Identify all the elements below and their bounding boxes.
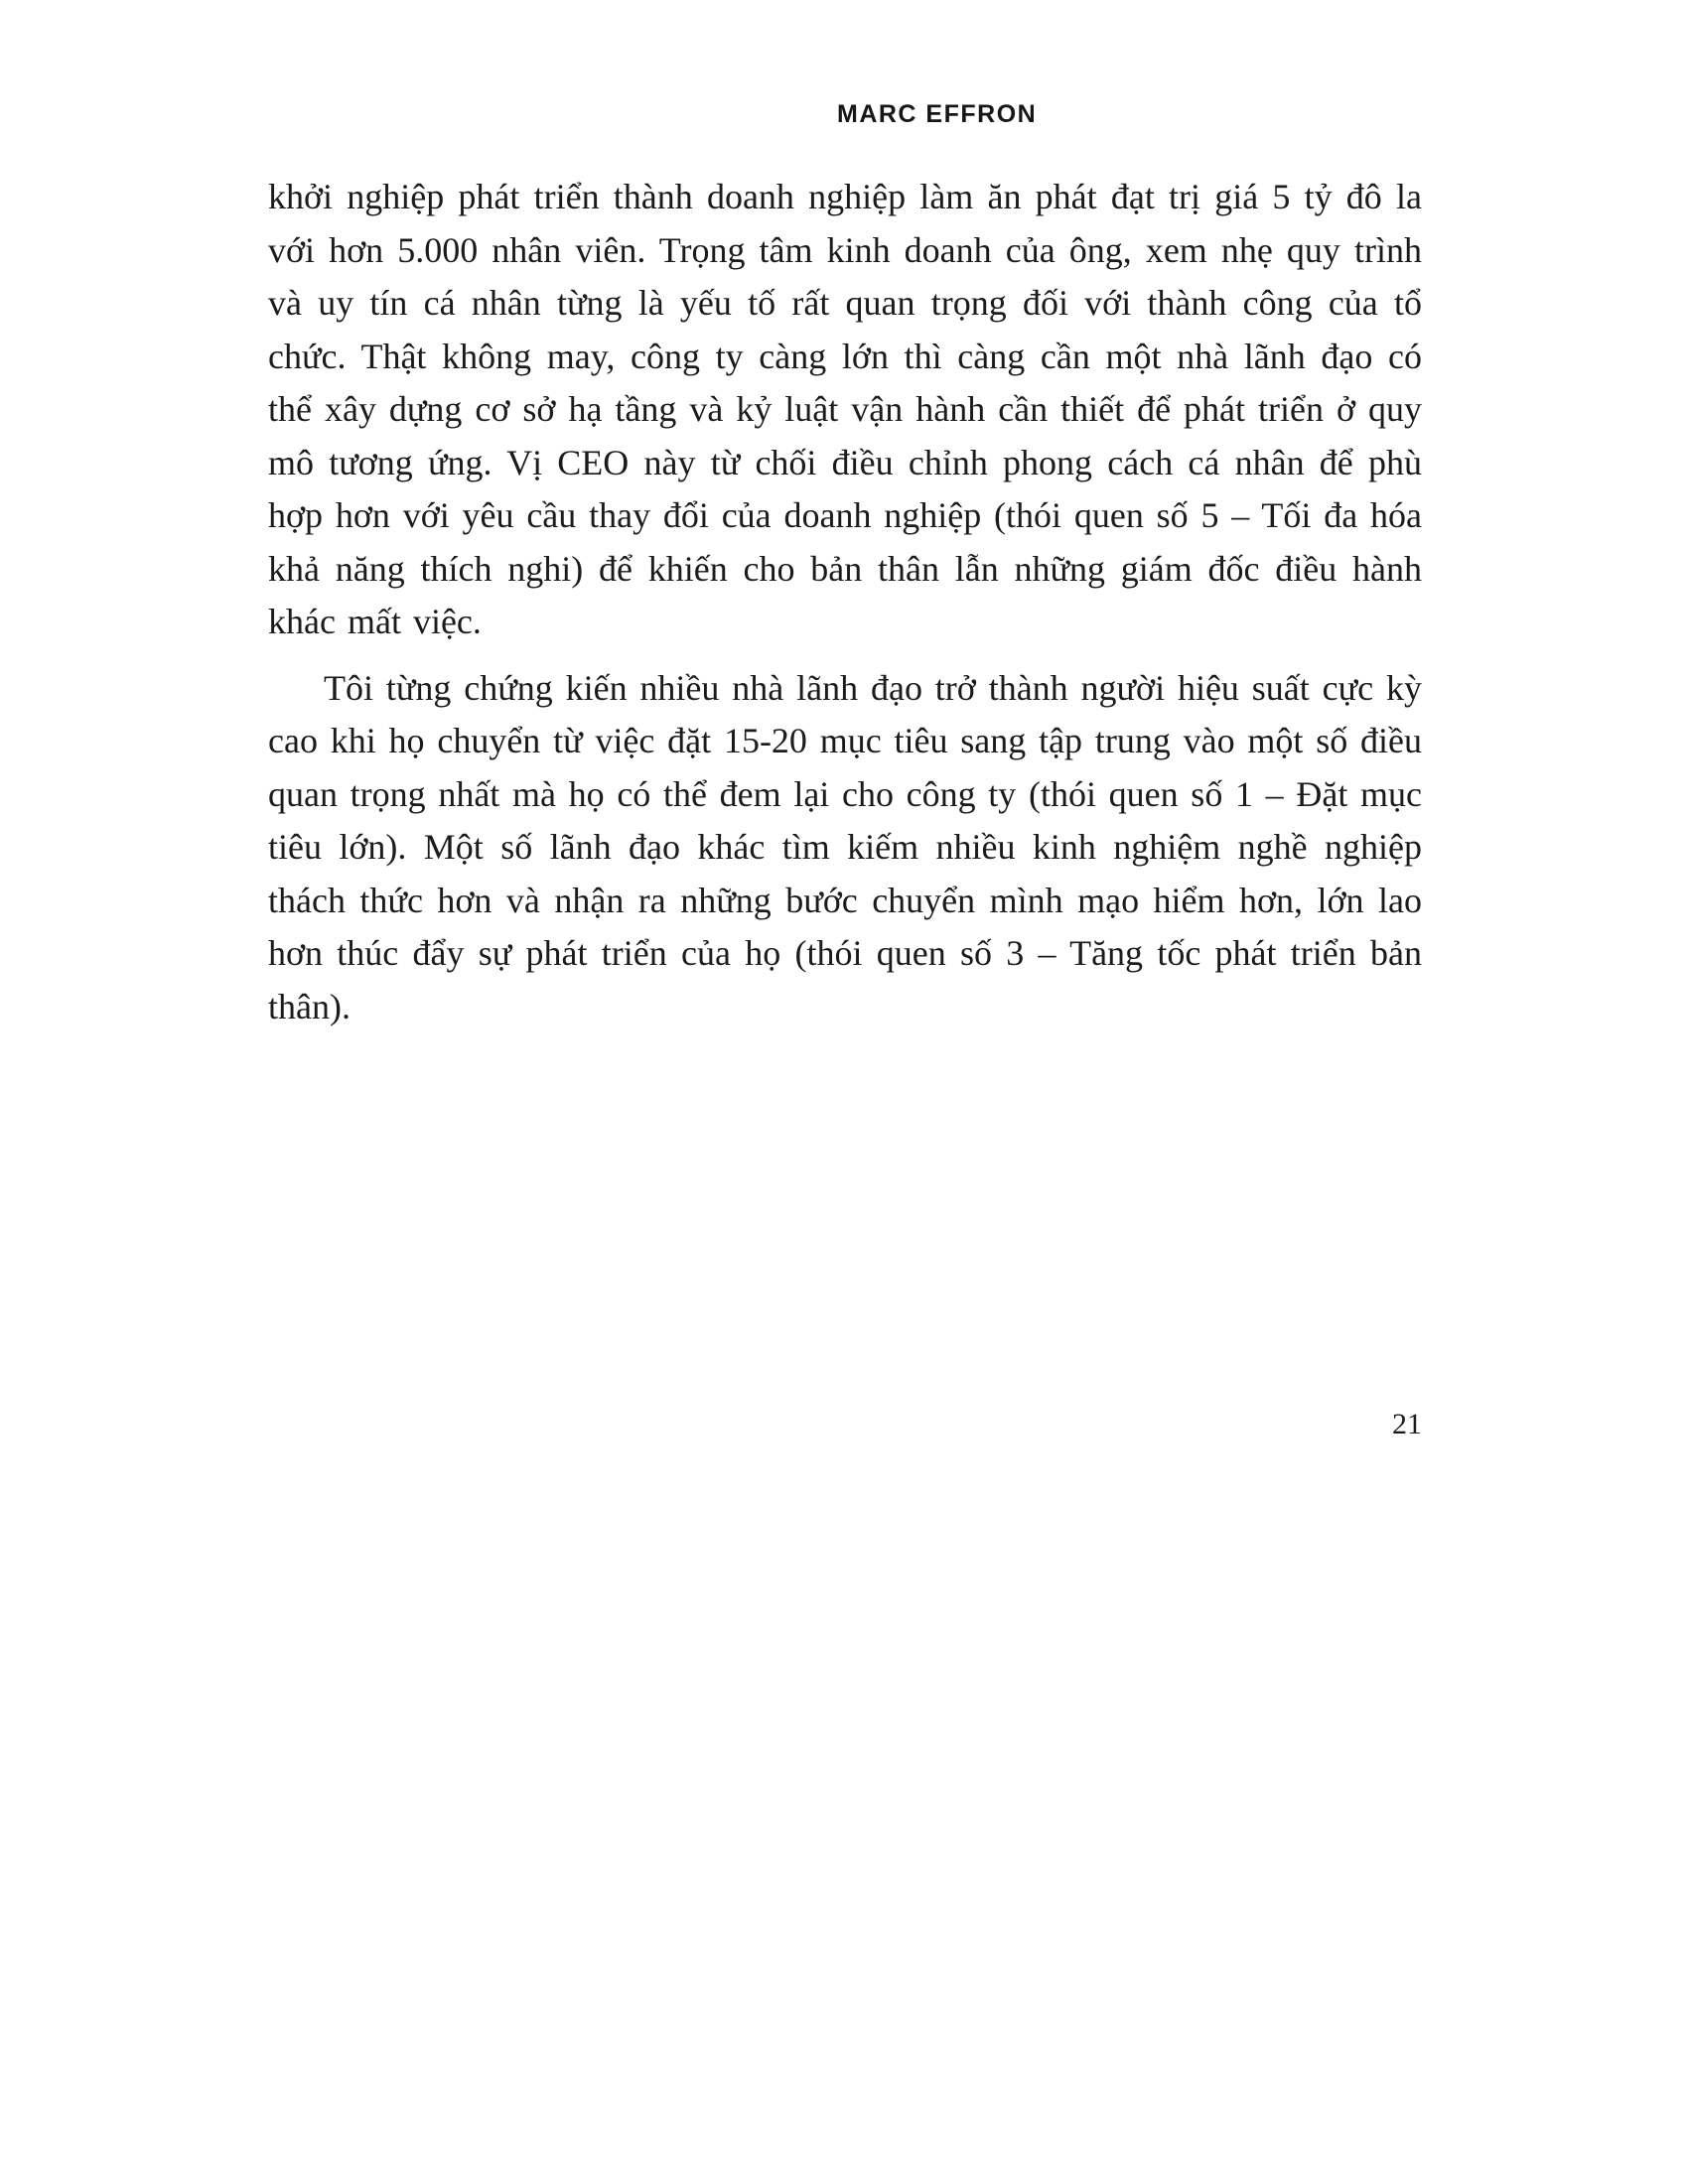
paragraph-continuation: khởi nghiệp phát triển thành doanh nghiệp làm ăn phát đạt trị giá 5 tỷ đô la với hơn 5.000 nhân viên. Trọng tâm kinh doanh của ông, xem nhẹ quy trình và uy tín cá nhân từng là yếu tố rất quan trọng đối với thành công của tổ chức. Thật không may, công ty càng lớn thì càng cần một nhà lãnh đạo có thể xây dựng cơ sở hạ tầng và kỷ luật vận hành cần thiết để phát triển ở quy mô tương ứng. Vị CEO này từ chối điều chỉnh phong cách cá nhân để phù hợp hơn với yêu cầu thay đổi của doanh nghiệp (thói quen số 5 – Tối đa hóa khả năng thích nghi) để khiến cho bản thân lẫn những giám đốc điều hành khác mất việc. (268, 177, 1422, 641)
paragraph: Tôi từng chứng kiến nhiều nhà lãnh đạo trở thành người hiệu suất cực kỳ cao khi họ chuyển từ việc đặt 15-20 mục tiêu sang tập trung vào một số điều quan trọng nhất mà họ có thể đem lại cho công ty (thói quen số 1 – Đặt mục tiêu lớn). Một số lãnh đạo khác tìm kiếm nhiều kinh nghiệm nghề nghiệp thách thức hơn và nhận ra những bước chuyển mình mạo hiểm hơn, lớn lao hơn thúc đẩy sự phát triển của họ (thói quen số 3 – Tăng tốc phát triển bản thân). (268, 667, 1422, 1026)
page-number: 21 (1392, 1408, 1422, 1440)
text-column (268, 171, 1422, 1033)
running-header: MARC EFFRON (837, 100, 1038, 128)
